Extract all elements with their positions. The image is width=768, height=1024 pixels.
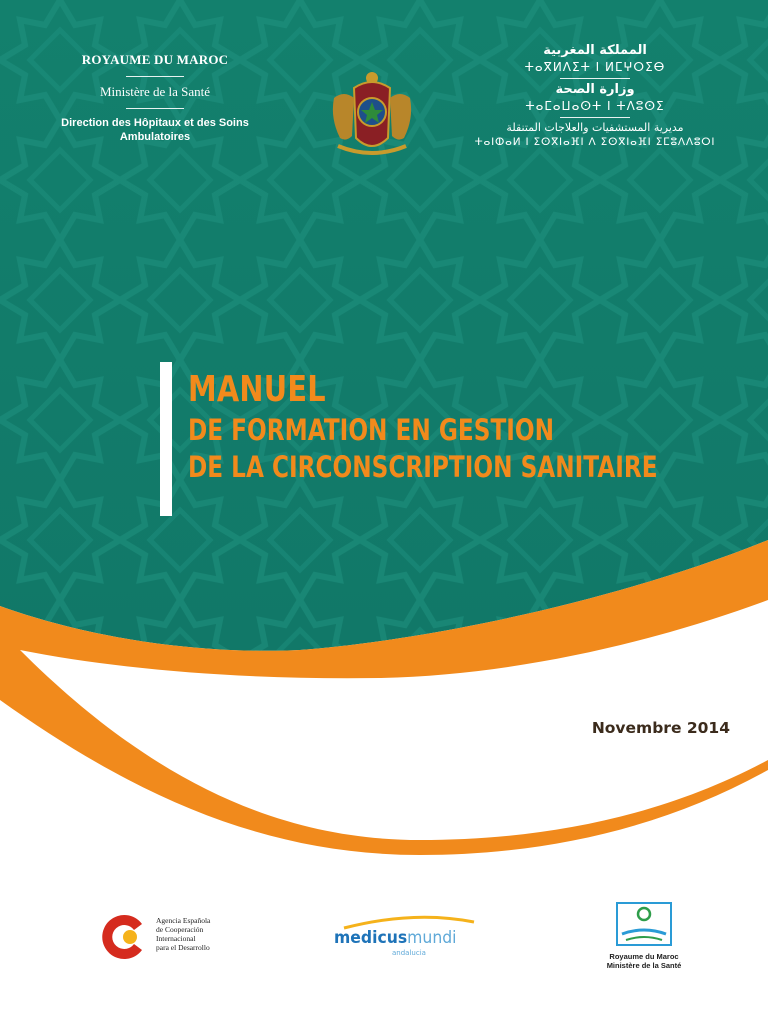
direction-tifinagh: ⵜⴰⵏⵀⴰⵍ ⵏ ⵉⵙⴳⵏⴰⴼⵏ ⴷ ⵉⵙⴳⵏⴰⴼⵏ ⵉⵎⵓⴷⴷⵓⵔⵏ — [474, 136, 716, 148]
direction-label-line2: Ambulatoires — [119, 131, 191, 143]
divider — [560, 117, 630, 118]
publication-date: Novembre 2014 — [591, 719, 730, 737]
medicus-mundi-logo — [334, 914, 484, 962]
kingdom-tifinagh: ⵜⴰⴳⵍⴷⵉⵜ ⵏ ⵍⵎⵖⵔⵉⴱ — [524, 60, 666, 74]
ministry-tifinagh: ⵜⴰⵎⴰⵡⴰⵙⵜ ⵏ ⵜⴷⵓⵙⵉ — [525, 99, 665, 113]
divider — [560, 78, 630, 79]
header-right — [460, 42, 730, 150]
title-accent-bar — [160, 362, 172, 516]
direction-label-line1: Direction des Hôpitaux et des Soins — [61, 117, 249, 129]
kingdom-arabic: المملكة المغربية — [543, 43, 647, 58]
document-title — [188, 368, 768, 486]
divider — [126, 76, 184, 77]
medicus-mundi-subtitle: andalucia — [392, 949, 426, 957]
title-line2: DE FORMATION EN GESTION — [188, 413, 555, 447]
aecid-mark-icon — [100, 910, 148, 964]
ministry-health-logo — [584, 900, 704, 972]
aecid-name: Agencia Española de Cooperación Internacional para el Desarrollo — [156, 916, 211, 952]
ministry-label: Ministère de la Santé — [99, 84, 211, 99]
direction-arabic: مديرية المستشفيات والعلاجات المتنقلة — [506, 121, 684, 134]
ministry-arabic: وزارة الصحة — [555, 82, 635, 97]
header-left — [40, 52, 270, 144]
kingdom-label: ROYAUME DU MAROC — [81, 52, 229, 67]
aecid-logo — [100, 910, 240, 964]
ministry-health-emblem-icon — [614, 900, 674, 950]
medicus-mundi-wordmark: medicusmundi — [334, 928, 457, 948]
title-line1: MANUEL — [188, 369, 326, 410]
moroccan-coat-of-arms-icon — [324, 68, 420, 160]
ministry-health-text: Royaume du Maroc Ministère de la Santé — [606, 952, 682, 970]
divider — [126, 108, 184, 109]
title-line3: DE LA CIRCONSCRIPTION SANITAIRE — [188, 450, 658, 484]
